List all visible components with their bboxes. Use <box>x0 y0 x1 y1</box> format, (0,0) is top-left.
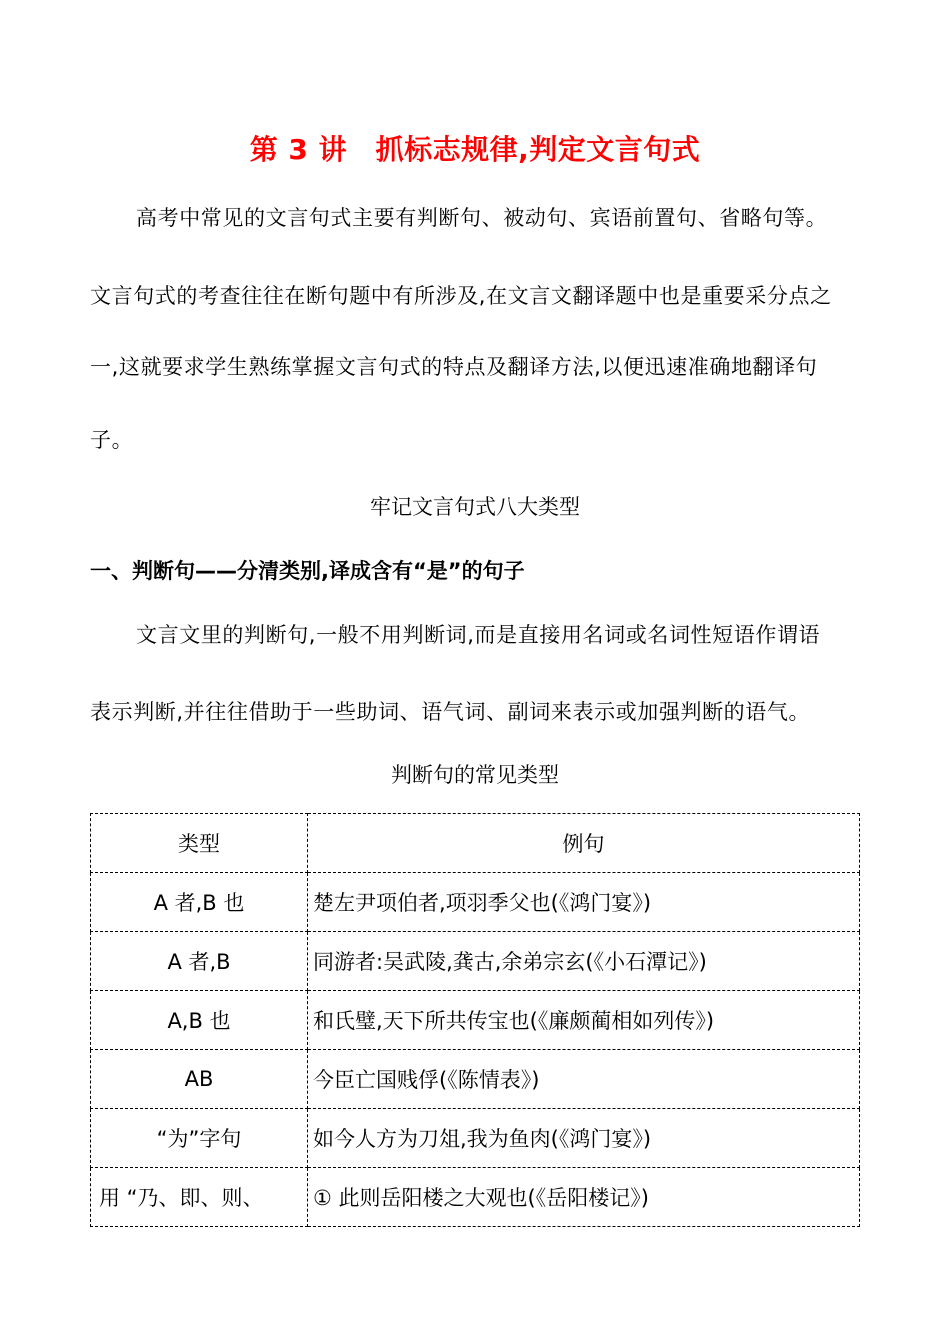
intro-line: 一,这就要求学生熟练掌握文言句式的特点及翻译方法,以便迅速准确地翻译句 <box>90 355 818 379</box>
page-title: 第 3 讲 抓标志规律,判定文言句式 <box>249 133 701 166</box>
example-cell: 楚左尹项伯者,项羽季父也(《鸿门宴》) <box>308 873 860 932</box>
intro-line: 文言句式的考查往往在断句题中有所涉及,在文言文翻译题中也是重要采分点之 <box>90 284 832 308</box>
type-cell: A 者,B <box>91 932 308 991</box>
table-row <box>91 1168 860 1227</box>
body-line: 文言文里的判断句,一般不用判断词,而是直接用名词或名词性短语作谓语 <box>136 623 821 647</box>
type-cell: “为”字句 <box>91 1109 308 1168</box>
example-cell: 和氏璧,天下所共传宝也(《廉颇蔺相如列传》) <box>308 991 860 1050</box>
intro-line: 子。 <box>90 428 134 452</box>
type-cell: A 者,B 也 <box>91 873 308 932</box>
example-cell: 如今人方为刀俎,我为鱼肉(《鸿门宴》) <box>308 1109 860 1168</box>
type-cell: A,B 也 <box>91 991 308 1050</box>
header-example: 例句 <box>308 814 860 873</box>
example-cell: 同游者:吴武陵,龚古,余弟宗玄(《小石潭记》) <box>308 932 860 991</box>
example-cell: 今臣亡国贱俘(《陈情表》) <box>308 1050 860 1109</box>
section-title: 牢记文言句式八大类型 <box>370 495 580 519</box>
table-row <box>91 1109 860 1168</box>
table-title: 判断句的常见类型 <box>391 763 559 787</box>
table-row <box>91 1050 860 1109</box>
table-row <box>91 873 860 932</box>
intro-line: 高考中常见的文言句式主要有判断句、被动句、宾语前置句、省略句等。 <box>136 206 828 230</box>
table-row <box>91 932 860 991</box>
judgment-types-table <box>90 813 860 1227</box>
header-type: 类型 <box>91 814 308 873</box>
example-cell: ① 此则岳阳楼之大观也(《岳阳楼记》) <box>308 1168 860 1227</box>
table-header-row <box>91 814 860 873</box>
table-row <box>91 991 860 1050</box>
type-cell: AB <box>91 1050 308 1109</box>
body-line: 表示判断,并往往借助于一些助词、语气词、副词来表示或加强判断的语气。 <box>90 700 811 724</box>
section-heading: 一、判断句——分清类别,译成含有“是”的句子 <box>90 559 525 583</box>
type-cell: 用 “乃、即、则、 <box>91 1168 308 1227</box>
